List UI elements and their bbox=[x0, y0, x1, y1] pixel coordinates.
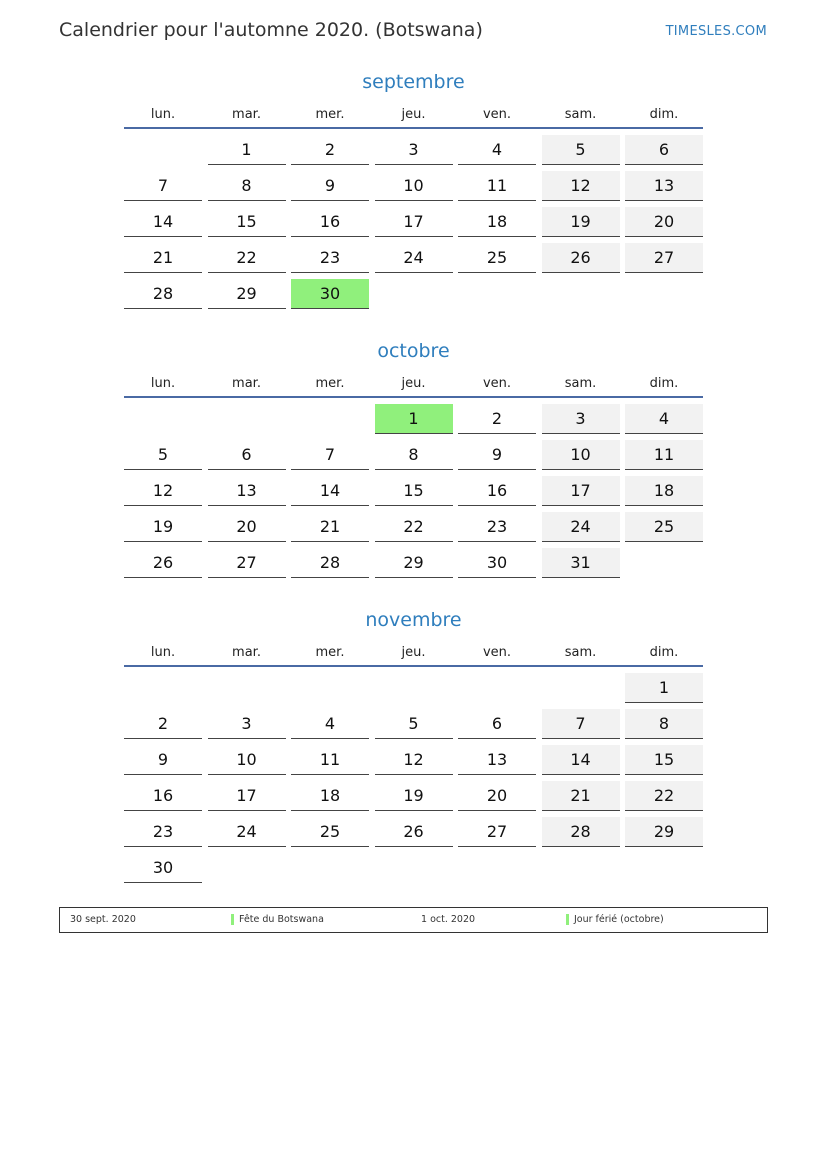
empty-day-cell bbox=[208, 673, 286, 703]
week-row bbox=[124, 781, 703, 817]
day-cell: 19 bbox=[375, 781, 453, 811]
weekend-day-cell: 3 bbox=[542, 404, 620, 434]
week-row bbox=[124, 135, 703, 171]
page-title: Calendrier pour l'automne 2020. (Botswana) bbox=[59, 19, 483, 41]
empty-day-cell bbox=[124, 673, 202, 703]
day-cell: 3 bbox=[375, 135, 453, 165]
weekend-day-cell: 22 bbox=[625, 781, 703, 811]
weekend-day-cell: 14 bbox=[542, 745, 620, 775]
day-cell: 2 bbox=[124, 709, 202, 739]
day-cell: 26 bbox=[375, 817, 453, 847]
day-cell: 24 bbox=[208, 817, 286, 847]
empty-day-cell bbox=[542, 279, 620, 309]
week-row bbox=[124, 817, 703, 853]
empty-day-cell bbox=[625, 853, 703, 883]
day-cell: 6 bbox=[458, 709, 536, 739]
legend-date-1: 30 sept. 2020 bbox=[70, 914, 136, 925]
week-row bbox=[124, 853, 703, 889]
empty-day-cell bbox=[208, 404, 286, 434]
day-cell: 16 bbox=[124, 781, 202, 811]
weekday-label: dim. bbox=[649, 107, 679, 122]
week-row bbox=[124, 440, 703, 476]
weekday-label: ven. bbox=[482, 376, 512, 391]
legend-name-2: Jour férié (octobre) bbox=[574, 914, 664, 925]
weekend-day-cell: 17 bbox=[542, 476, 620, 506]
day-cell: 14 bbox=[291, 476, 369, 506]
day-cell: 27 bbox=[458, 817, 536, 847]
weekday-header-row bbox=[124, 105, 703, 129]
month-september bbox=[124, 70, 703, 315]
weekday-header-row bbox=[124, 643, 703, 667]
day-cell: 17 bbox=[375, 207, 453, 237]
day-cell: 25 bbox=[458, 243, 536, 273]
month-title: novembre bbox=[365, 609, 462, 631]
day-cell: 9 bbox=[291, 171, 369, 201]
day-cell: 18 bbox=[458, 207, 536, 237]
day-cell: 17 bbox=[208, 781, 286, 811]
weekend-day-cell: 26 bbox=[542, 243, 620, 273]
week-row bbox=[124, 207, 703, 243]
weekday-label: ven. bbox=[482, 645, 512, 660]
empty-day-cell bbox=[124, 135, 202, 165]
weekend-day-cell: 19 bbox=[542, 207, 620, 237]
week-row bbox=[124, 548, 703, 584]
empty-day-cell bbox=[291, 404, 369, 434]
day-cell: 23 bbox=[291, 243, 369, 273]
day-cell: 22 bbox=[375, 512, 453, 542]
empty-day-cell bbox=[291, 853, 369, 883]
day-cell: 7 bbox=[291, 440, 369, 470]
empty-day-cell bbox=[375, 279, 453, 309]
day-cell: 10 bbox=[208, 745, 286, 775]
day-cell: 6 bbox=[208, 440, 286, 470]
day-cell: 15 bbox=[208, 207, 286, 237]
day-cell: 14 bbox=[124, 207, 202, 237]
day-cell: 23 bbox=[458, 512, 536, 542]
empty-day-cell bbox=[458, 853, 536, 883]
month-october bbox=[124, 339, 703, 584]
weekday-label: sam. bbox=[564, 645, 597, 660]
day-cell: 24 bbox=[375, 243, 453, 273]
empty-day-cell bbox=[458, 279, 536, 309]
weekday-label: mar. bbox=[232, 376, 261, 391]
day-cell: 16 bbox=[291, 207, 369, 237]
day-cell: 10 bbox=[375, 171, 453, 201]
day-cell: 27 bbox=[208, 548, 286, 578]
weekend-day-cell: 1 bbox=[625, 673, 703, 703]
weekend-day-cell: 29 bbox=[625, 817, 703, 847]
legend-marker-1 bbox=[231, 914, 234, 925]
weekday-label: lun. bbox=[150, 376, 176, 391]
day-cell: 25 bbox=[291, 817, 369, 847]
empty-day-cell bbox=[375, 673, 453, 703]
day-cell: 13 bbox=[208, 476, 286, 506]
day-cell: 4 bbox=[291, 709, 369, 739]
month-november bbox=[124, 608, 703, 889]
week-row bbox=[124, 243, 703, 279]
day-cell: 30 bbox=[458, 548, 536, 578]
day-cell: 20 bbox=[458, 781, 536, 811]
day-cell: 29 bbox=[375, 548, 453, 578]
week-row bbox=[124, 709, 703, 745]
weekend-day-cell: 5 bbox=[542, 135, 620, 165]
legend-marker-2 bbox=[566, 914, 569, 925]
day-cell: 21 bbox=[291, 512, 369, 542]
day-cell: 29 bbox=[208, 279, 286, 309]
day-cell: 30 bbox=[124, 853, 202, 883]
week-row bbox=[124, 279, 703, 315]
day-cell: 16 bbox=[458, 476, 536, 506]
day-cell: 9 bbox=[124, 745, 202, 775]
day-cell: 19 bbox=[124, 512, 202, 542]
day-cell: 3 bbox=[208, 709, 286, 739]
day-cell: 11 bbox=[291, 745, 369, 775]
weekday-label: dim. bbox=[649, 645, 679, 660]
empty-day-cell bbox=[625, 548, 703, 578]
weekday-label: jeu. bbox=[401, 645, 426, 660]
day-cell: 13 bbox=[458, 745, 536, 775]
day-cell: 21 bbox=[124, 243, 202, 273]
day-cell: 5 bbox=[375, 709, 453, 739]
day-cell: 12 bbox=[124, 476, 202, 506]
day-cell: 11 bbox=[458, 171, 536, 201]
empty-day-cell bbox=[291, 673, 369, 703]
weekday-label: dim. bbox=[649, 376, 679, 391]
empty-day-cell bbox=[208, 853, 286, 883]
weekday-label: mar. bbox=[232, 645, 261, 660]
month-title: octobre bbox=[377, 340, 450, 362]
weekend-day-cell: 7 bbox=[542, 709, 620, 739]
empty-day-cell bbox=[542, 853, 620, 883]
week-row bbox=[124, 404, 703, 440]
day-cell: 26 bbox=[124, 548, 202, 578]
weekend-day-cell: 25 bbox=[625, 512, 703, 542]
legend-date-2: 1 oct. 2020 bbox=[421, 914, 476, 925]
weekend-day-cell: 8 bbox=[625, 709, 703, 739]
weekend-day-cell: 6 bbox=[625, 135, 703, 165]
weekday-label: mar. bbox=[232, 107, 261, 122]
day-cell: 2 bbox=[291, 135, 369, 165]
weekday-label: ven. bbox=[482, 107, 512, 122]
weekend-day-cell: 10 bbox=[542, 440, 620, 470]
week-row bbox=[124, 476, 703, 512]
day-cell: 4 bbox=[458, 135, 536, 165]
week-row bbox=[124, 171, 703, 207]
weekday-label: mer. bbox=[315, 376, 345, 391]
day-cell: 9 bbox=[458, 440, 536, 470]
weekend-day-cell: 18 bbox=[625, 476, 703, 506]
day-cell: 28 bbox=[124, 279, 202, 309]
empty-day-cell bbox=[625, 279, 703, 309]
empty-day-cell bbox=[375, 853, 453, 883]
weekend-day-cell: 24 bbox=[542, 512, 620, 542]
day-cell: 22 bbox=[208, 243, 286, 273]
week-row bbox=[124, 512, 703, 548]
weekday-label: sam. bbox=[564, 376, 597, 391]
weekday-label: lun. bbox=[150, 107, 176, 122]
weekday-label: jeu. bbox=[401, 376, 426, 391]
day-cell: 8 bbox=[375, 440, 453, 470]
weekday-label: sam. bbox=[564, 107, 597, 122]
weekend-day-cell: 28 bbox=[542, 817, 620, 847]
empty-day-cell bbox=[458, 673, 536, 703]
day-cell: 1 bbox=[208, 135, 286, 165]
day-cell: 7 bbox=[124, 171, 202, 201]
day-cell: 28 bbox=[291, 548, 369, 578]
holiday-day-cell: 30 bbox=[291, 279, 369, 309]
weekend-day-cell: 4 bbox=[625, 404, 703, 434]
day-cell: 15 bbox=[375, 476, 453, 506]
weekend-day-cell: 27 bbox=[625, 243, 703, 273]
weekend-day-cell: 15 bbox=[625, 745, 703, 775]
week-row bbox=[124, 745, 703, 781]
day-cell: 23 bbox=[124, 817, 202, 847]
day-cell: 5 bbox=[124, 440, 202, 470]
weekend-day-cell: 31 bbox=[542, 548, 620, 578]
weekday-header-row bbox=[124, 374, 703, 398]
weekday-label: mer. bbox=[315, 107, 345, 122]
weekend-day-cell: 12 bbox=[542, 171, 620, 201]
legend-name-1: Fête du Botswana bbox=[239, 914, 324, 925]
weekend-day-cell: 11 bbox=[625, 440, 703, 470]
weekday-label: mer. bbox=[315, 645, 345, 660]
holiday-day-cell: 1 bbox=[375, 404, 453, 434]
month-title: septembre bbox=[362, 71, 465, 93]
weekday-label: jeu. bbox=[401, 107, 426, 122]
day-cell: 8 bbox=[208, 171, 286, 201]
day-cell: 12 bbox=[375, 745, 453, 775]
weekend-day-cell: 21 bbox=[542, 781, 620, 811]
weekday-label: lun. bbox=[150, 645, 176, 660]
empty-day-cell bbox=[542, 673, 620, 703]
holiday-legend bbox=[59, 907, 768, 933]
week-row bbox=[124, 673, 703, 709]
day-cell: 2 bbox=[458, 404, 536, 434]
weekend-day-cell: 13 bbox=[625, 171, 703, 201]
weekend-day-cell: 20 bbox=[625, 207, 703, 237]
site-link[interactable]: TIMESLES.COM bbox=[665, 24, 767, 39]
empty-day-cell bbox=[124, 404, 202, 434]
day-cell: 20 bbox=[208, 512, 286, 542]
day-cell: 18 bbox=[291, 781, 369, 811]
